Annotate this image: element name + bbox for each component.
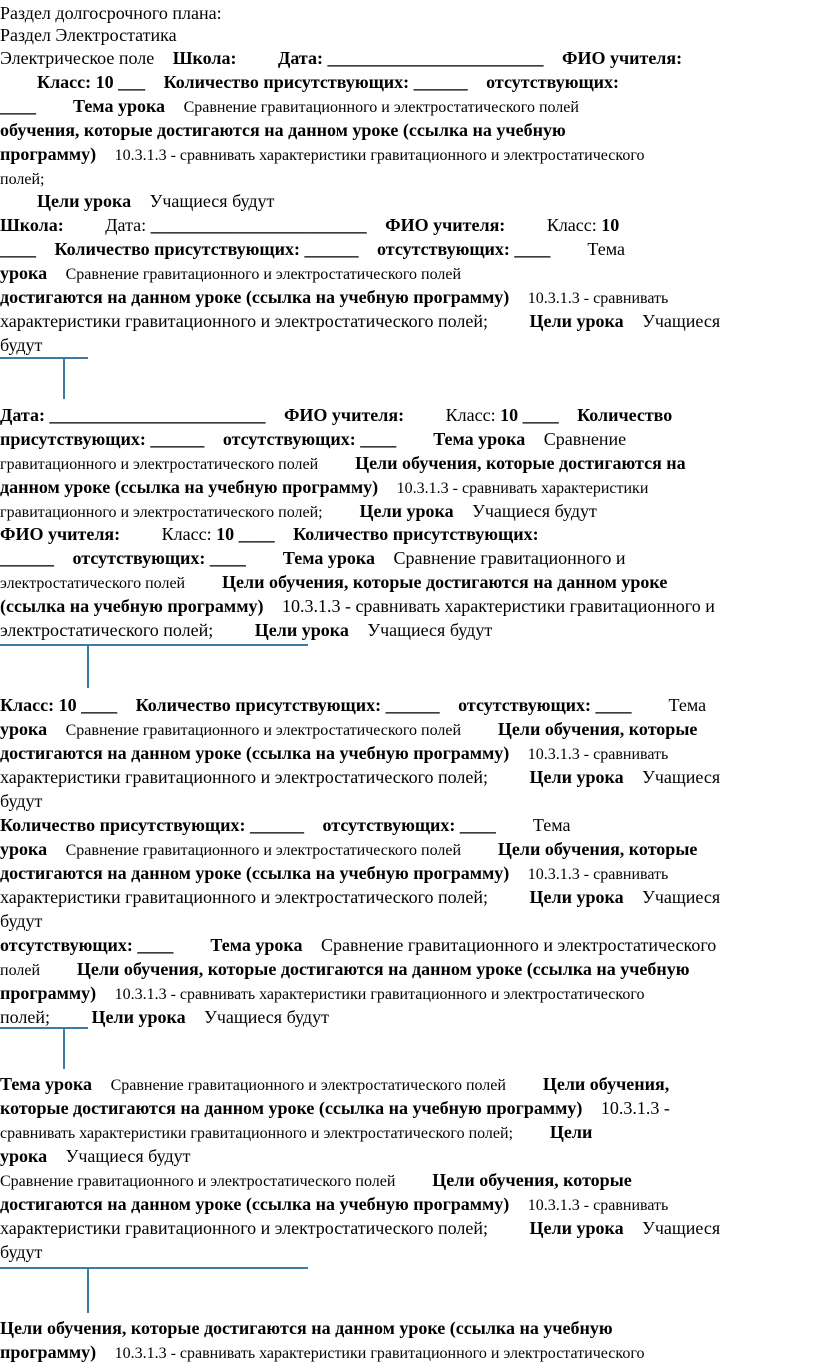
divider-stem	[63, 1029, 65, 1069]
goals-line	[0, 1006, 329, 1028]
text-run: полей	[0, 962, 44, 979]
objectives-line	[0, 1217, 720, 1239]
header-line	[0, 838, 697, 862]
text-run: 10.3.1.3 - сравнивать характеристики гравитационного и	[267, 596, 701, 616]
header-line	[0, 934, 716, 956]
header-line	[0, 404, 672, 426]
goals-line	[0, 790, 42, 812]
bold-label: Школа:	[0, 215, 69, 235]
divider-line	[0, 1267, 308, 1269]
text-run: Электрическое поле	[0, 48, 159, 68]
text-run: Учащиеся	[591, 311, 670, 331]
text-run: Сравнение гравитационного и электростатического	[274, 935, 670, 955]
text-run: характеристики гравитационного и электростатического полей;	[0, 887, 493, 907]
text-run: Класс:	[458, 215, 514, 235]
bold-label: обучения, которые достигаются на данном уроке (ссылка на учебную	[0, 120, 566, 140]
text-run: гравитационного и электростатического полей;	[0, 504, 327, 521]
text-run: Тема	[608, 695, 646, 715]
divider-stem	[63, 359, 65, 399]
bold-label: Цели обучения, которые	[451, 839, 651, 859]
bold-label: программу)	[0, 983, 101, 1003]
text-run: Учащиеся	[591, 887, 670, 907]
bold-label: ____ Тема урока	[0, 96, 138, 116]
text-run: 10.3.1.3 - сравнивать	[513, 290, 655, 307]
objectives-line	[0, 1121, 592, 1145]
text-run: полей;	[0, 1007, 55, 1027]
objectives-line	[0, 310, 720, 332]
bold-label: Цели обучения, которые достигаются на	[322, 453, 653, 473]
bold-label: Цели обучения, которые	[399, 1170, 599, 1190]
objectives-line	[0, 958, 690, 982]
header-line	[0, 523, 539, 545]
text-run: Класс:	[394, 405, 450, 425]
objectives-line	[0, 862, 668, 886]
text-run: полей;	[0, 171, 45, 188]
text-run: будут	[0, 335, 43, 355]
objectives-line	[0, 595, 715, 617]
bold-label: Цели урока	[326, 501, 426, 521]
divider-stem	[87, 646, 89, 688]
text-run: Тема	[526, 239, 565, 259]
objectives-line	[0, 476, 648, 500]
text-run: Сравнение гравитационного и электростатического полей	[0, 1173, 400, 1190]
text-run: Учащиеся будут	[98, 191, 224, 211]
bold-label: ФИО учителя:	[0, 524, 125, 544]
divider-line	[0, 1027, 88, 1029]
text-run: электростатического полей	[0, 575, 190, 592]
objectives-line	[0, 1169, 632, 1193]
header-line	[0, 547, 626, 569]
bold-label: ______ отсутствующих: ____ Тема урока	[0, 548, 333, 568]
text-run: Сравнение гравитационного и электростатического полей	[137, 99, 533, 116]
header-line	[0, 694, 706, 716]
objectives-line	[0, 1097, 670, 1119]
text-run: 10.3.1.3 - сравнивать	[513, 746, 655, 763]
text-run: 10.3.1.3 - сравнивать	[513, 866, 655, 883]
bold-label: урока	[0, 719, 52, 739]
bold-label: Цели урока	[492, 311, 592, 331]
goals-line	[0, 910, 42, 932]
text-run	[222, 48, 227, 68]
bold-label: Класс: 10 ___ Количество присутствующих: ______ отсутствующих:	[0, 72, 555, 92]
objectives-line	[0, 766, 720, 788]
bold-label: присутствующих: ______ отсутствующих: ____ Тема урока	[0, 429, 484, 449]
objectives-line	[0, 982, 645, 1006]
goals-line	[0, 1145, 190, 1167]
text-run: Сравнение гравитационного и электростатического полей	[51, 722, 451, 739]
text-run: Учащиеся будут	[316, 620, 442, 640]
bold-label: Цели урока	[217, 620, 317, 640]
bold-label: программу)	[0, 144, 101, 164]
bold-label: Цели урока	[492, 1218, 592, 1238]
objectives-line	[0, 742, 668, 766]
text-run: Учащиеся будут	[425, 501, 551, 521]
divider-line	[0, 644, 308, 646]
objectives-line	[0, 1317, 613, 1339]
bold-label: Количество присутствующих: ______ отсутствующих: ____	[0, 815, 487, 835]
bold-label: ________________________ ФИО учителя:	[113, 215, 459, 235]
objectives-line	[0, 571, 667, 595]
objectives-line	[0, 167, 44, 191]
text-run: характеристики гравитационного и электростатического полей;	[0, 1218, 493, 1238]
goals-line	[0, 1241, 42, 1263]
text-run: Сравнение гравитационного и электростатического полей	[51, 842, 451, 859]
bold-label: отсутствующих: ____ Тема урока	[0, 935, 275, 955]
section-line	[0, 24, 177, 46]
header-line	[0, 1073, 669, 1097]
text-run: Учащиеся будут	[153, 1007, 278, 1027]
text-run: будут	[0, 791, 43, 811]
goals-line	[0, 334, 42, 356]
bold-label: Цели обучения,	[495, 1074, 623, 1094]
header-line	[0, 214, 619, 236]
text-run: Сравнение гравитационного и	[332, 548, 566, 568]
bold-label: 10 ____ Количество присутствующих:	[179, 524, 488, 544]
header-line	[0, 814, 570, 836]
objectives-line	[0, 452, 686, 476]
header-line	[0, 718, 697, 742]
bold-label: достигаются на данном уроке (ссылка на учебную программу)	[0, 1194, 514, 1214]
bold-label: которые достигаются на данном уроке (ссылка на учебную программу)	[0, 1098, 587, 1118]
text-run: Учащиеся	[591, 1218, 670, 1238]
text-run: Учащиеся будут	[51, 1146, 177, 1166]
bold-label: Дата: ________________________ ФИО учителя:	[0, 405, 395, 425]
goals-line	[0, 500, 597, 524]
text-run: характеристики гравитационного и электростатического полей;	[0, 311, 493, 331]
text-run: Дата:	[68, 215, 114, 235]
bold-label: Цели урока	[54, 1007, 154, 1027]
divider-stem	[87, 1269, 89, 1313]
bold-label: урока	[0, 263, 52, 283]
bold-label: Цели	[517, 1122, 560, 1142]
text-run: Сравнение	[483, 429, 566, 449]
bold-label: (ссылка на учебную программу)	[0, 596, 268, 616]
text-run: электростатического полей;	[0, 620, 218, 640]
bold-label: 10	[513, 215, 532, 235]
text-run: 10.3.1.3 - сравнивать характеристики	[382, 480, 635, 497]
text-run: 10.3.1.3 - сравнивать характеристики гравитационного и электростатического	[100, 986, 631, 1003]
plan-section-line	[0, 2, 222, 24]
text-run: 10.3.1.3 - сравнивать характеристики гравитационного и электростатического	[100, 1345, 631, 1362]
text-run: сравнивать характеристики гравитационного и электростатического полей;	[0, 1125, 518, 1142]
text-run: 10.3.1.3 -	[586, 1098, 656, 1118]
text-run: 10.3.1.3 - сравнивать характеристики гравитационного и электростатического	[100, 147, 631, 164]
text-run: Класс:	[124, 524, 180, 544]
text-run	[0, 72, 37, 92]
bold-label: Класс: 10 ____ Количество присутствующих: ______ отсутствующих: ____	[0, 695, 609, 715]
header-line	[0, 238, 625, 260]
bold-label: достигаются на данном уроке (ссылка на учебную программу)	[0, 743, 514, 763]
header-line	[0, 47, 682, 69]
bold-label: ____ Количество присутствующих: ______ отсутствующих: ____	[0, 239, 527, 259]
text-run: Раздел Электростатика	[0, 25, 177, 45]
text-run: 10.3.1.3 - сравнивать	[513, 1197, 655, 1214]
bold-label: данном уроке (ссылка на учебную программу)	[0, 477, 383, 497]
objectives-line	[0, 886, 720, 908]
header-line	[0, 428, 626, 450]
text-run: Тема	[486, 815, 524, 835]
bold-label: Цели обучения, которые достигаются на данном уроке	[189, 572, 635, 592]
bold-label: Цели урока	[0, 191, 99, 211]
header-line	[0, 95, 595, 119]
bold-label: программу)	[0, 1342, 101, 1362]
bold-label: Школа:	[158, 48, 223, 68]
divider-line	[0, 357, 88, 359]
objectives-line	[0, 286, 668, 310]
bold-label: 10 ____ Количество	[449, 405, 608, 425]
bold-label: Цели обучения, которые достигаются на данном уроке (ссылка на учебную	[44, 959, 657, 979]
bold-label: Цели обучения, которые	[451, 719, 651, 739]
objectives-line	[0, 143, 645, 167]
objectives-line	[0, 119, 566, 141]
objectives-line	[0, 1341, 645, 1365]
goals-line	[0, 619, 492, 641]
objectives-line	[0, 1193, 668, 1217]
text-run: будут	[0, 1242, 43, 1262]
bold-label: достигаются на данном уроке (ссылка на учебную программу)	[0, 287, 514, 307]
bold-label: урока	[0, 839, 52, 859]
header-line	[0, 71, 619, 93]
text-run: Учащиеся	[591, 767, 670, 787]
bold-label: достигаются на данном уроке (ссылка на учебную программу)	[0, 863, 514, 883]
bold-label: Тема урока	[0, 1074, 97, 1094]
bold-label: урока	[0, 1146, 52, 1166]
text-run: Сравнение гравитационного и электростатического полей	[96, 1077, 496, 1094]
text-run: характеристики гравитационного и электростатического полей;	[0, 767, 493, 787]
text-run: Раздел долгосрочного плана:	[0, 3, 222, 23]
bold-label: Цели урока	[492, 887, 592, 907]
text-run: гравитационного и электростатического полей	[0, 456, 323, 473]
bold-label: Дата: ________________________ ФИО учителя:	[227, 48, 618, 68]
bold-label: Цели обучения, которые достигаются на данном уроке (ссылка на учебную	[0, 1318, 613, 1338]
text-run: Сравнение гравитационного и электростатического полей	[51, 266, 447, 283]
header-line	[0, 262, 477, 286]
bold-label: Цели урока	[492, 767, 592, 787]
goals-line	[0, 190, 274, 212]
text-run: будут	[0, 911, 43, 931]
